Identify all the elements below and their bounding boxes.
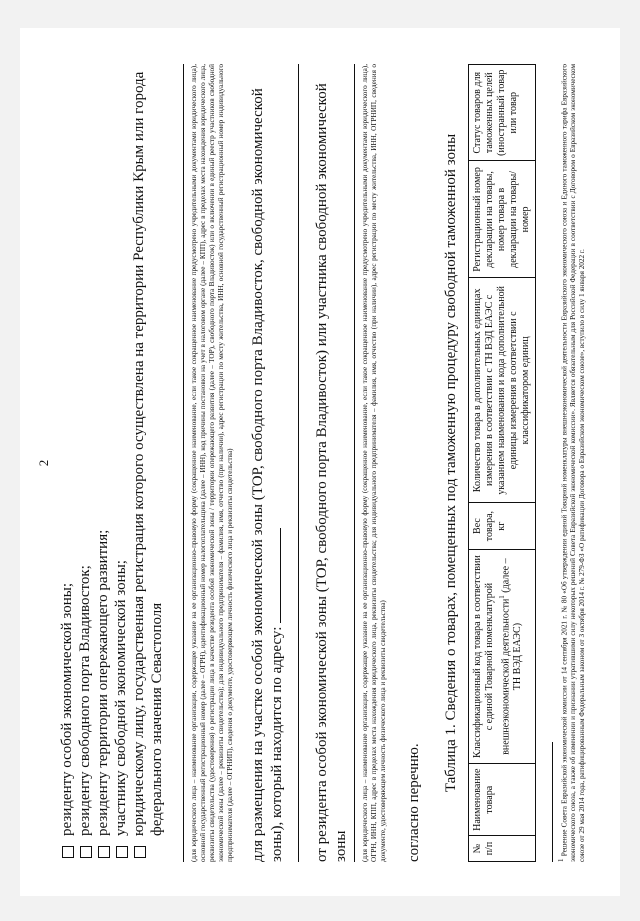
checkbox[interactable]	[62, 846, 74, 858]
col-classification-code-text: Классификационный код товара в соответствии с единой Товарной номенклатурой внешнеэкономической деятельности	[472, 555, 512, 759]
option-sez-resident	[58, 64, 76, 862]
checkbox[interactable]	[98, 846, 110, 858]
recipient-options	[58, 64, 166, 862]
placement-text	[249, 64, 287, 862]
option-crimea-entity	[130, 64, 166, 862]
option-label: юридическому лицу, государственная регистрация которого осуществлена на территории Республики Крым или города федерального значения Севастополя	[131, 71, 165, 836]
footnote-text: Решение Совета Евразийской экономической комиссии от 14 сентября 2021 г. № 80 «Об утверждении единой Товарной номенклатуры внешнеэкономической деятельности Евразийского экономического союза и Единого таможенного тарифа Евразийского экономического союза, а также об изменении и признании утратившими силу некоторых решений Совета Евразийской экономической комиссии». Является обязательным для Российской Федерации в соответствии с Договором о Евразийском экономическом союзе от 29 мая 2014 года, ратифицированным Федеральным законом от 3 октября 2014 г. № 279-ФЗ «О ратификации Договора о Евразийском экономическом союзе», вступило в силу 1 января 2022 г.	[560, 63, 587, 862]
option-label: участнику свободной экономической зоны;	[113, 560, 129, 836]
checkbox[interactable]	[80, 846, 92, 858]
col-classification-code-tail: (далее – ТН ВЭД ЕАЭС)	[500, 558, 524, 691]
checkbox[interactable]	[134, 846, 146, 858]
table-title: Таблица 1. Сведения о товарах, помещенных под таможенную процедуру свободной таможенной зоны	[443, 133, 459, 793]
note-applicant: (для юридического лица – наименование организации, содержащее указание на ее организационно-правовую форму (сокращенное наименование, если такое сокращенное наименование предусмотрено учредительными документами юридического лица), основной государственный регистрационный номер (далее – ОГРН), идентификационный номер налогоплательщика (далее – ИНН), код причины постановки на учет в налоговом органе (далее – КПП), адрес в пределах места нахождения юридического лица, реквизиты свидетельства (удостоверения) о регистрации лица в качестве резидента особой экономической зоны / территории опережающего развития (далее – ТОР), свободного порта Владивосток) или о включении в единый реестр участников свободной экономической зоны (далее – реквизиты свидетельства); для индивидуального предпринимателя – фамилия, имя, отчество (при наличии), адрес регистрации по месту жительства, ИНН, основной государственный регистрационный номер индивидуального предпринимателя (далее – ОГРНИП), сведения о документе, удостоверяющем личность физического лица и реквизиты свидетельства)	[190, 64, 234, 862]
option-free-zone-participant	[112, 64, 130, 862]
col-goods-name: Наименование товара	[469, 764, 536, 836]
option-label: резиденту свободного порта Владивосток;	[77, 565, 93, 836]
footnote-ref: 1	[498, 595, 506, 599]
col-quantity: Количество товара в дополнительных единицах измерения в соответствии с ТН ВЭД ЕАЭС с указанием наименования и кода дополнительной единицы измерения в соответствии с классификатором единиц	[469, 278, 536, 503]
checkbox[interactable]	[116, 846, 128, 858]
option-vladivostok-resident	[76, 64, 94, 862]
option-tor-resident	[94, 64, 112, 862]
col-weight: Вес товара, кг	[469, 503, 536, 550]
table-header-row	[469, 65, 536, 862]
goods-table	[468, 64, 536, 862]
fill-line	[182, 64, 184, 862]
col-declaration-number: Регистрационный номер декларации на товары, номер товара в декларации на товары/номер	[469, 161, 536, 278]
fill-line	[297, 64, 299, 862]
col-goods-status: Статус товаров для таможенных целей (иностранный товар или товар	[469, 65, 536, 161]
option-label: резиденту особой экономической зоны;	[59, 582, 75, 836]
col-classification-code	[469, 549, 536, 763]
footnote	[557, 64, 587, 862]
document-page	[20, 28, 620, 896]
option-label: резиденту территории опережающего развития;	[95, 529, 111, 836]
col-number: № п/п	[469, 836, 536, 862]
from-resident-text: от резидента особой экономической зоны (ТОР, свободного порта Владивосток) или участника свободной экономической зоны	[314, 83, 349, 862]
note-resident: (для юридического лица – наименование организации, содержащее указание на ее организационно-правовую форму (сокращенное наименование, если такое сокращенное наименование предусмотрено учредительными документами юридического лица), ОГРН, ИНН, КПП, адрес в пределах места нахождения юридического лица, реквизиты свидетельства; для индивидуального предпринимателя – фамилия, имя, отчество (при наличии), адрес регистрации по месту жительства, ИНН, ОГРНИП, сведения о документе, удостоверяющем личность физического лица и реквизиты свидетельства)	[361, 64, 387, 862]
footnote-marker: 1	[557, 858, 565, 862]
fill-line	[353, 64, 355, 862]
address-field[interactable]	[268, 528, 281, 623]
page-number: 2	[36, 459, 51, 467]
footnote-separator	[552, 742, 553, 862]
placement-label: для размещения на участке особой экономической зоны (ТОР, свободного порта Владивосток, свободной экономической зоны), который находится по адресу:	[250, 88, 285, 862]
agree-text: согласно перечню.	[406, 743, 422, 862]
rotated-content	[20, 28, 620, 896]
